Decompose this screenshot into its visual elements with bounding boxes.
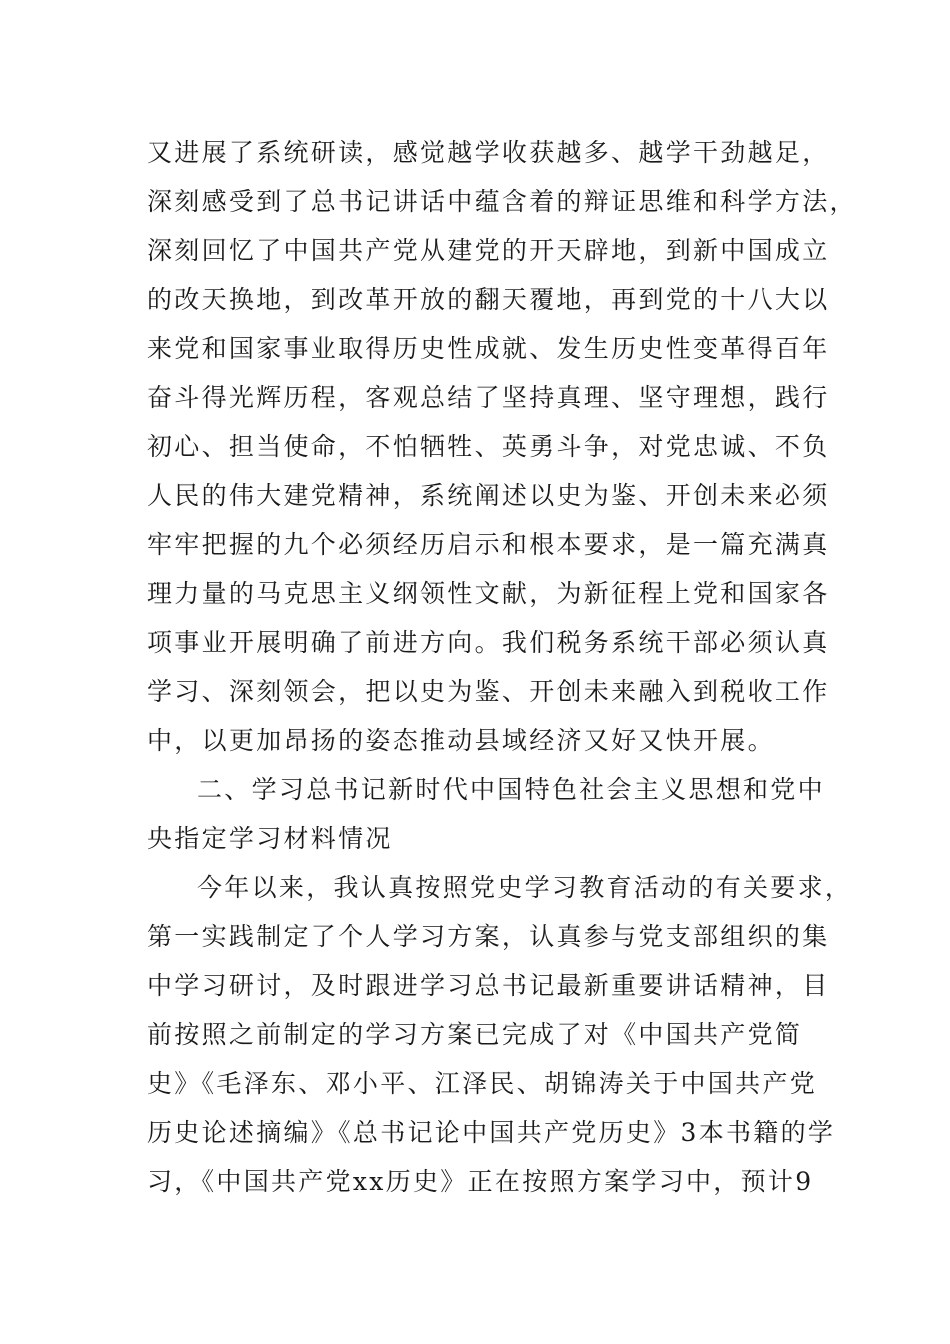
text-line: 深刻回忆了中国共产党从建党的开天辟地，到新中国成立: [147, 236, 830, 265]
text-line: 学习、深刻领会，把以史为鉴、开创未来融入到税收工作: [147, 677, 830, 706]
text-line: 又进展了系统研读，感觉越学收获越多、越学干劲越足，: [147, 138, 830, 167]
text-line: 央指定学习材料情况: [147, 824, 393, 853]
text-line: 史》《毛泽东、邓小平、江泽民、胡锦涛关于中国共产党: [147, 1069, 818, 1098]
text-line: 的改天换地，到改革开放的翻天覆地，再到党的十八大以: [147, 285, 830, 314]
text-line: 来党和国家事业取得历史性成就、发生历史性变革得百年: [147, 334, 830, 363]
text-line: 中学习研讨，及时跟进学习总书记最新重要讲话精神，目: [147, 971, 830, 1000]
text-line: 今年以来，我认真按照党史学习教育活动的有关要求，: [197, 873, 853, 902]
text-line: 初心、担当使命，不怕牺牲、英勇斗争，对党忠诚、不负: [147, 432, 830, 461]
text-line: 第一实践制定了个人学习方案，认真参与党支部组织的集: [147, 922, 830, 951]
text-line: 二、学习总书记新时代中国特色社会主义思想和党中: [197, 775, 825, 804]
text-line: 理力量的马克思主义纲领性文献，为新征程上党和国家各: [147, 579, 830, 608]
text-line: 人民的伟大建党精神，系统阐述以史为鉴、开创未来必须: [147, 481, 830, 510]
text-line: 前按照之前制定的学习方案已完成了对《中国共产党简: [147, 1020, 803, 1049]
document-body: [147, 128, 857, 1206]
text-line: 奋斗得光辉历程，客观总结了坚持真理、坚守理想，践行: [147, 383, 830, 412]
text-line: 深刻感受到了总书记讲话中蕴含着的辩证思维和科学方法，: [147, 187, 857, 216]
text-line: 习，《中国共产党xx历史》正在按照方案学习中，预计9: [147, 1167, 814, 1196]
text-line: 历史论述摘编》《总书记论中国共产党历史》3本书籍的学: [147, 1118, 836, 1147]
text-line: 牢牢把握的九个必须经历启示和根本要求，是一篇充满真: [147, 530, 830, 559]
text-line: 项事业开展明确了前进方向。我们税务系统干部必须认真: [147, 628, 830, 657]
text-line: 中，以更加昂扬的姿态推动县域经济又好又快开展。: [147, 726, 775, 755]
